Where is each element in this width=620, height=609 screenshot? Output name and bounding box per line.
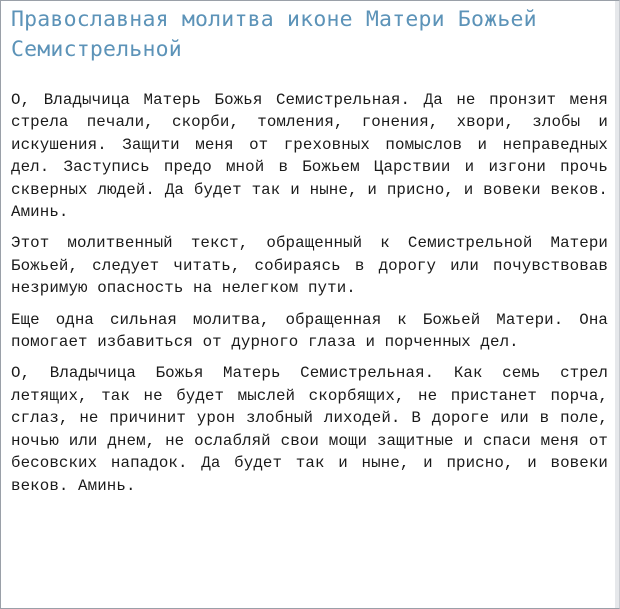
page-title: Православная молитва иконе Матери Божьей Семистрельной xyxy=(11,7,537,62)
document-body xyxy=(11,89,608,506)
prayer-paragraph-1: О, Владычица Матерь Божья Семистрельная. Да не пронзит меня стрела печали, скорби, томления, гонения, хвори, злобы и искушения. Защити меня от греховных помыслов и неправедных дел. Заступись предо мной в Божьем Царствии и изгони прочь скверных людей. Да будет так и ныне, и присно, и вовеки веков. Аминь. xyxy=(11,91,608,222)
description-paragraph-1: Этот молитвенный текст, обращенный к Семистрельной Матери Божьей, следует читать, собираясь в дорогу или почувствовав незримую опасность на нелегком пути. xyxy=(11,234,608,298)
prayer-paragraph-2: О, Владычица Божья Матерь Семистрельная. Как семь стрел летящих, так не будет мыслей скорбящих, не пристанет порча, сглаз, не причинит урон злобный лиходей. В дороге или в поле, ночью или днем, не ослабляй свои мощи защитные и спаси меня от бесовских нападок. Да будет так и ныне, и присно, и вовеки веков. Аминь. xyxy=(11,364,608,495)
description-paragraph-2: Еще одна сильная молитва, обращенная к Божьей Матери. Она помогает избавиться от дурного глаза и порченных дел. xyxy=(11,310,608,352)
scrollbar-edge[interactable] xyxy=(615,1,619,608)
